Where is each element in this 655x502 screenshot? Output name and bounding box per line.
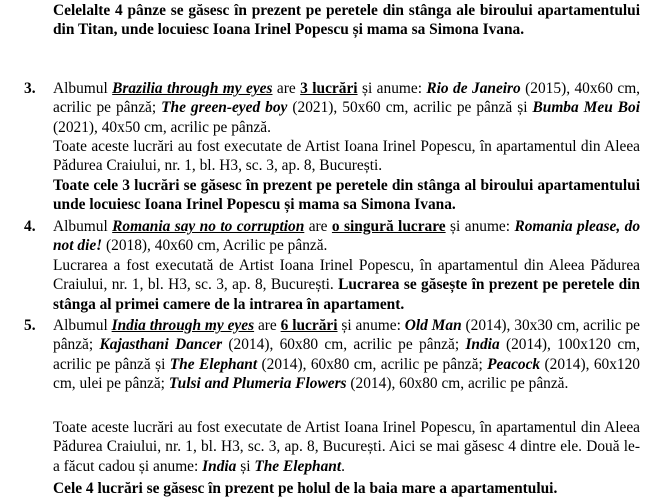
item-5-album-paragraph: Albumul India through my eyes are 6 lucrări și anume: Old Man (2014), 30x30 cm, acrilic pe pânză; Kajasthani Dancer (2014), 60x80 cm, acrilic pe pânză; India (2014), 100x120 cm, acrilic pe pânză și The Elephant (2014), 60x80 cm, acrilic pe pânză; Peacock (2014), 60x120 cm, ulei pe pânză; Tulsi and Plumeria Flowers (2014), 60x80 cm, acrilic pe pânză. [53,317,640,393]
item-4-album-paragraph: Albumul Romania say no to corruption are o singură lucrare și anume: Romania please, do not die! (2018), 40x60 cm, Acrilic pe pânză. [53,218,641,255]
album-title: India through my eyes [111,317,255,334]
work-title: Tulsi and Plumeria Flowers [168,375,347,393]
work-title: Old Man [404,317,462,334]
continuation-paragraph [53,1,640,40]
item-3-location: Toate cele 3 lucrări se găsesc în prezent pe peretele din stânga al biroului apartamentului unde locuiesc Ioana Irinel Popescu și mama sa Simona Ivana. [53,177,640,214]
item-3-execution: Toate aceste lucrări au fost executate de Artist Ioana Irinel Popescu, în apartamentul din Aleea Pădurea Craiului, nr. 1, bl. H3, sc. 3, ap. 8, București. [53,138,640,175]
item-3-album-paragraph: Albumul Brazilia through my eyes are 3 lucrări și anume: Rio de Janeiro (2015), 40x60 cm, acrilic pe pânză; The green-eyed boy (2021), 50x60 cm, acrilic pe pânză și Bumba Meu Boi (2021), 40x50 cm, acrilic pe pânză. [53,80,641,136]
album-title: Romania say no to corruption [112,218,305,235]
item-5-execution: Toate aceste lucrări au fost executate de Artist Ioana Irinel Popescu, în apartamentul din Aleea Pădurea Craiului, nr. 1, bl. H3, sc. 3, ap. 8, București. Aici se mai găsesc 4 dintre ele. Două le-a făcut cadou și anume: India și The Elephant. [53,419,640,475]
work-count: 3 lucrări [300,80,358,97]
album-title: Brazilia through my eyes [112,80,273,97]
work-title: The green-eyed boy [161,99,288,117]
item-5-location: Cele 4 lucrări se găsesc în prezent pe holul de la baia mare a apartamentului. [53,480,558,497]
work-title: Romania please, do not die! [53,218,641,255]
work-title: Peacock [487,355,541,373]
work-title: India [465,336,500,354]
continuation-text: Celelalte 4 pânze se găsesc în prezent pe peretele din stânga ale biroului apartamentului din Titan, unde locuiesc Ioana Irinel Popescu și mama sa Simona Ivana. [53,2,640,39]
gift-title: India [202,457,237,475]
work-count: 6 lucrări [280,317,338,334]
work-title: Rio de Janeiro [426,80,521,97]
work-title: Kajasthani Dancer [99,336,223,354]
gift-title: The Elephant [254,457,342,475]
item-number: 5. [24,317,36,334]
item-4-execution-location: Lucrarea a fost executată de Artist Ioana Irinel Popescu, în apartamentul din Aleea Pădurea Craiului, nr. 1, bl. H3, sc. 3, ap. 8, București. Lucrarea se găsește în prezent pe peretele din stânga al primei camere de la intrarea în apartament. [53,257,640,313]
work-title: Bumba Meu Boi [532,99,640,117]
item-number: 3. [24,80,36,97]
work-count: o singură lucrare [331,218,446,235]
work-title: The Elephant [169,355,258,373]
item-number: 4. [24,218,36,235]
